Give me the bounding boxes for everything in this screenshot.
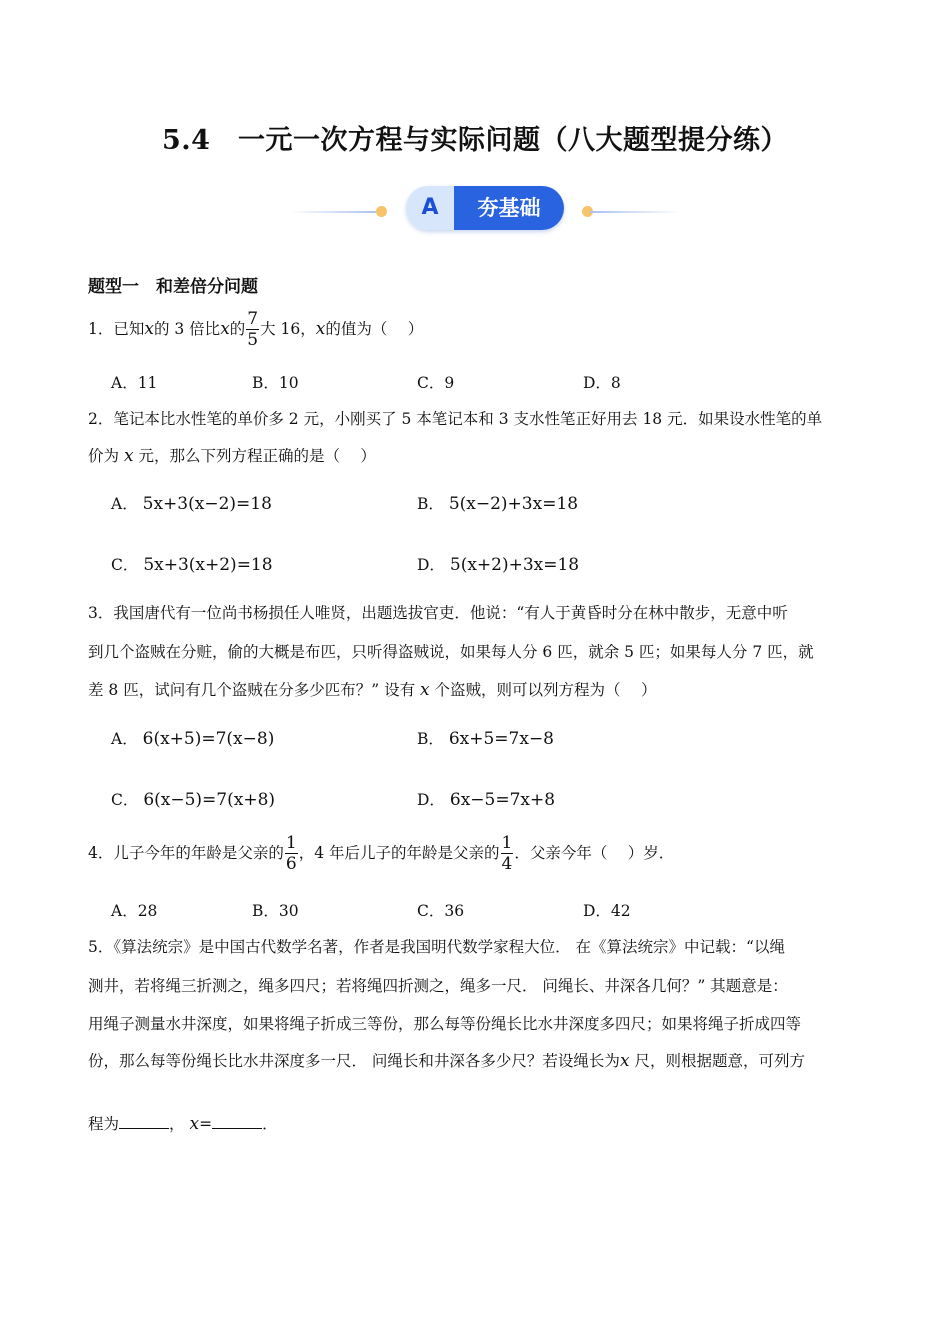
question-2-line-2: 价为 x 元，那么下列方程正确的是（ ）: [88, 446, 376, 466]
fraction-1-6: $\frac{1}{6}$: [285, 833, 297, 874]
answer-blank-equation[interactable]: [119, 1114, 169, 1129]
q2-option-c: C． 5x+3(x+2)=18: [111, 555, 273, 575]
section-heading: 题型一 和差倍分问题: [88, 277, 258, 297]
question-5-line-2: 测井，若将绳三折测之，绳多四尺；若将绳四折测之，绳多一尺． 问绳长、井深各几何？” 其题意是：: [88, 977, 788, 995]
banner-label: 夯基础: [454, 186, 564, 230]
q2-option-d: D． 5(x+2)+3x=18: [417, 555, 580, 575]
question-5-line-3: 用绳子测量水井深度，如果将绳子折成三等份，那么每等份绳长比水井深度多四尺；如果将绳子折成四等: [88, 1015, 802, 1033]
banner-pill: [406, 186, 564, 230]
q1-option-a: A．11: [111, 374, 158, 392]
q3-option-a: A． 6(x+5)=7(x−8): [111, 729, 275, 749]
q1-option-c: C．9: [417, 374, 455, 392]
q3-option-c: C． 6(x−5)=7(x+8): [111, 790, 276, 810]
question-3-line-1: 3．我国唐代有一位尚书杨损任人唯贤，出题选拔官吏．他说：“有人于黄昏时分在林中散步，无意中听: [88, 604, 788, 622]
question-2-line-1: 2．笔记本比水性笔的单价多 2 元，小刚买了 5 本笔记本和 3 支水性笔正好用去 18 元．如果设水性笔的单: [88, 410, 823, 428]
banner-dot-left: [376, 206, 387, 217]
question-4: 4．儿子今年的年龄是父亲的 $\frac{1}{6}$ ，4 年后儿子的年龄是父亲的 $\frac{1}{4}$ ．父亲今年（ ）岁．: [88, 833, 675, 874]
banner-line-right: [590, 211, 680, 213]
banner-line-left: [290, 211, 380, 213]
question-5-line-5: 程为 ， x= ．: [88, 1114, 278, 1134]
q3-option-d: D． 6x−5=7x+8: [417, 790, 556, 810]
question-5-line-4: 份，那么每等份绳长比水井深度多一尺． 问绳长和井深各多少尺？若设绳长为x 尺，则根据题意，可列方: [88, 1051, 805, 1071]
q2-option-a: A． 5x+3(x−2)=18: [111, 494, 272, 514]
question-3-line-3: 差 8 匹，试问有几个盗贼在分多少匹布？” 设有 x 个盗贼，则可以列方程为（ ）: [88, 680, 657, 700]
question-1: 1．已知x的 3 倍比x的 $\frac{7}{5}$ 大 16，x的值为（ ）: [88, 309, 424, 350]
answer-blank-x[interactable]: [212, 1114, 262, 1129]
fraction-1-4: $\frac{1}{4}$: [501, 833, 513, 874]
q4-option-b: B．30: [252, 902, 299, 920]
banner-letter: A: [406, 186, 454, 230]
fraction-7-5: $\frac{7}{5}$: [247, 309, 259, 350]
q4-option-c: C．36: [417, 902, 465, 920]
question-5-line-1: 5．《算法统宗》是中国古代数学名著，作者是我国明代数学家程大位． 在《算法统宗》中记载：“以绳: [88, 938, 785, 956]
level-banner: [290, 186, 680, 232]
q3-option-b: B． 6x+5=7x−8: [417, 729, 554, 749]
page-title: 5.4 一元一次方程与实际问题（八大题型提分练）: [162, 125, 788, 156]
q1-option-b: B．10: [252, 374, 299, 392]
q2-option-b: B． 5(x−2)+3x=18: [417, 494, 579, 514]
q4-option-d: D．42: [583, 902, 631, 920]
question-3-line-2: 到几个盗贼在分赃，偷的大概是布匹，只听得盗贼说，如果每人分 6 匹，就余 5 匹；如果每人分 7 匹，就: [88, 643, 814, 661]
q1-option-d: D．8: [583, 374, 621, 392]
q4-option-a: A．28: [111, 902, 158, 920]
